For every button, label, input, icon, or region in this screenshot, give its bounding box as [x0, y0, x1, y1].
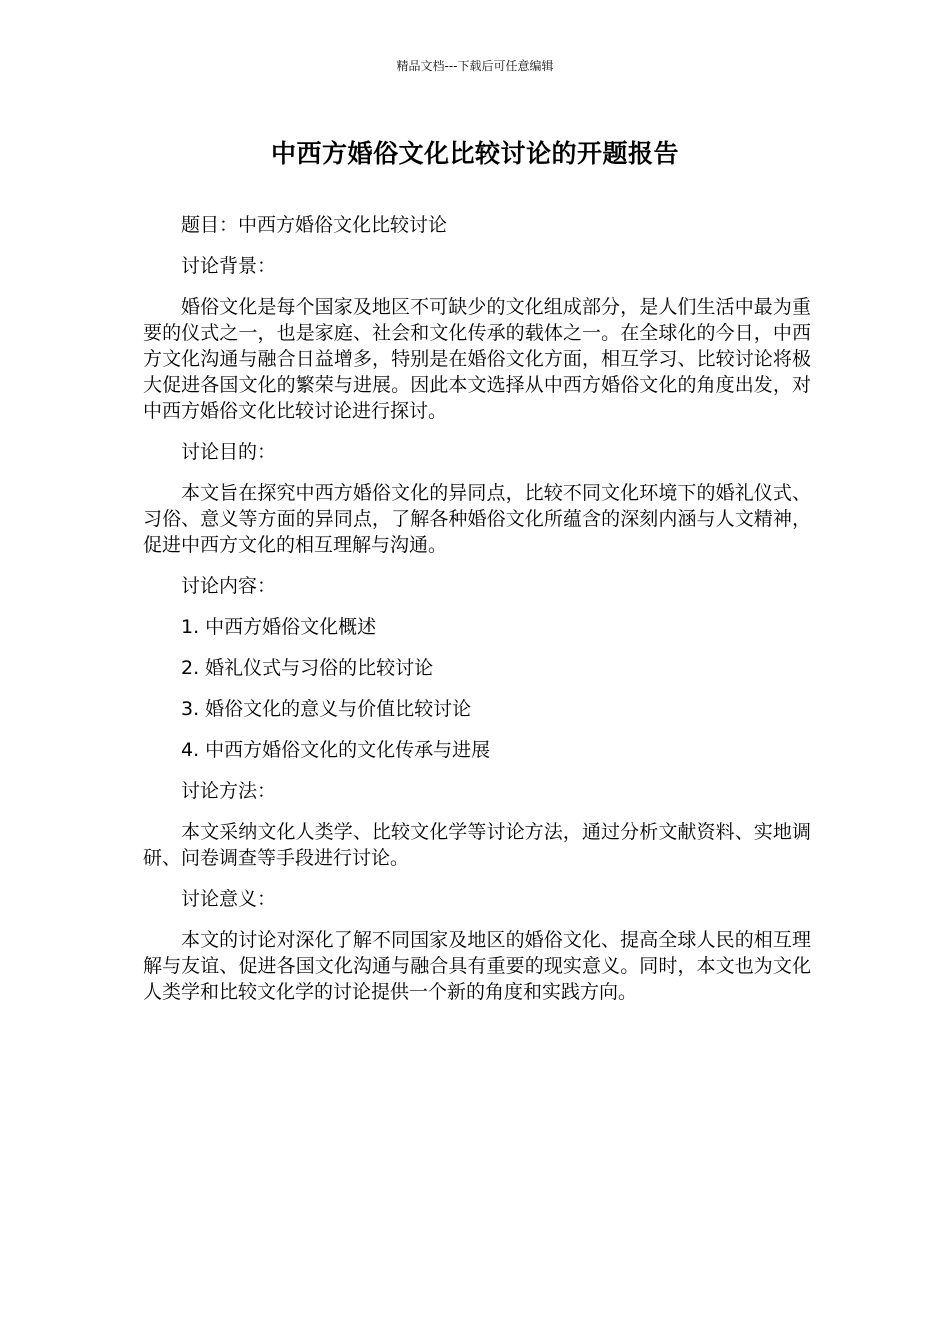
background-heading: 讨论背景： [181, 255, 277, 277]
significance-paragraph: 本文的讨论对深化了解不同国家及地区的婚俗文化、提高全球人民的相互理解与友谊、促进各国文化沟通与融合具有重要的现实意义。同时，本文也为文化人类学和比较文化学的讨论提供一个新的角度和实践方向。 [143, 929, 811, 1003]
method-paragraph: 本文采纳文化人类学、比较文化学等讨论方法，通过分析文献资料、实地调研、问卷调查等手段进行讨论。 [143, 821, 811, 869]
content-item: 2. 婚礼仪式与习俗的比较讨论 [181, 657, 434, 679]
document-body [143, 212, 811, 1020]
content-item: 3. 婚俗文化的意义与价值比较讨论 [181, 698, 472, 720]
header-note: 精品文档---下载后可任意编辑 [396, 59, 554, 73]
purpose-paragraph: 本文旨在探究中西方婚俗文化的异同点，比较不同文化环境下的婚礼仪式、习俗、意义等方面的异同点，了解各种婚俗文化所蕴含的深刻内涵与人文精神，促进中西方文化的相互理解与沟通。 [143, 482, 811, 556]
content-heading: 讨论内容： [181, 575, 277, 597]
content-item: 4. 中西方婚俗文化的文化传承与进展 [181, 739, 491, 761]
method-heading: 讨论方法： [181, 780, 277, 802]
document-title: 中西方婚俗文化比较讨论的开题报告 [270, 139, 679, 168]
purpose-heading: 讨论目的： [181, 441, 277, 463]
content-item: 1. 中西方婚俗文化概述 [181, 616, 377, 638]
topic-line: 题目：中西方婚俗文化比较讨论 [181, 214, 448, 236]
background-paragraph: 婚俗文化是每个国家及地区不可缺少的文化组成部分，是人们生活中最为重要的仪式之一，也是家庭、社会和文化传承的载体之一。在全球化的今日，中西方文化沟通与融合日益增多，特别是在婚俗文化方面，相互学习、比较讨论将极大促进各国文化的繁荣与进展。因此本文选择从中西方婚俗文化的角度出发，对中西方婚俗文化比较讨论进行探讨。 [143, 296, 811, 422]
significance-heading: 讨论意义： [181, 888, 277, 910]
